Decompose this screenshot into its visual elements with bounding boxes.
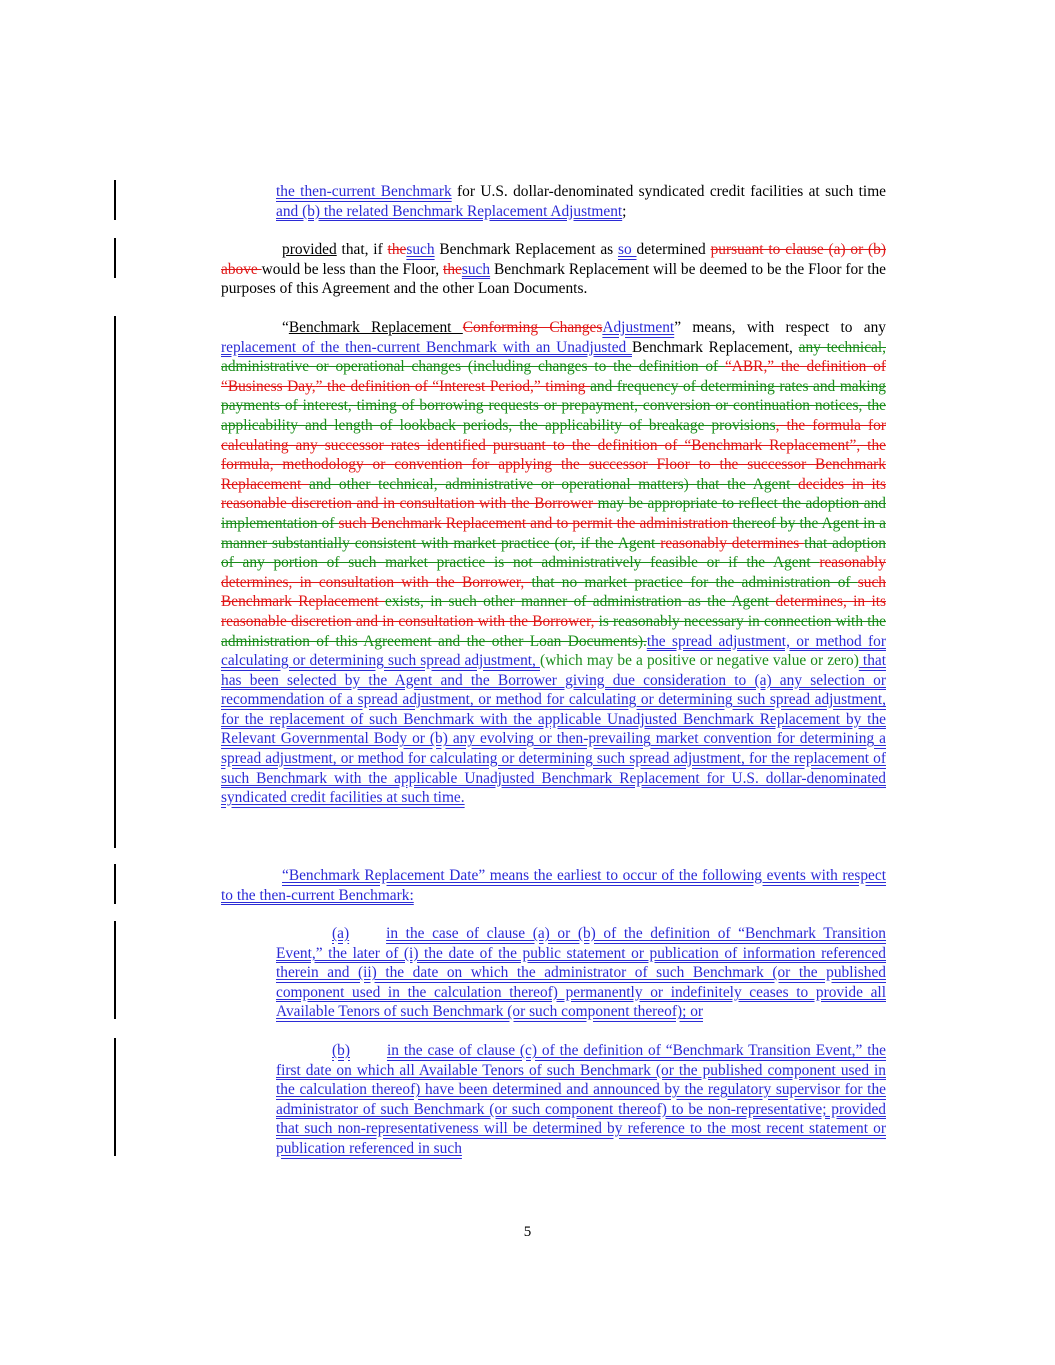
change-bar <box>114 316 116 848</box>
change-bar <box>114 864 116 904</box>
list-item-clause-b: (b) in the case of clause (c) of the definition of “Benchmark Transition Event,” the first date on which all Available Tenors of such Benchmark (or the published component used in the calculation thereof) have been determined and announced by the regulatory supervisor for the administrator of such Benchmark (or such component thereof) to be non-representative; provided that such non-representativeness will be determined by reference to the most recent statement or publication referenced in such <box>276 1042 886 1157</box>
change-bar <box>114 1038 116 1156</box>
list-item-clause-a: (a) in the case of clause (a) or (b) of the definition of “Benchmark Transition Event,” the later of (i) the date of the public statement or publication of information referenced therein and (ii) the date on which the administrator of such Benchmark (or the published component used in the calculation thereof) permanently or indefinitely ceases to provide all Available Tenors of such Benchmark (or such component thereof); or <box>276 925 886 1021</box>
paragraph-provided-floor: provided that, if thesuch Benchmark Replacement as so determined pursuant to clause (a) or (b) above would be less than the Floor, thesuch Benchmark Replacement will be deemed to be the Floor for the purposes of this Agreement and the other Loan Documents. <box>221 241 886 298</box>
paragraph-benchmark-continuation: the then-current Benchmark for U.S. dollar-denominated syndicated credit facilities at such time and (b) the related Benchmark Replacement Adjustment; <box>276 183 886 220</box>
change-bar <box>114 238 116 278</box>
page-number: 5 <box>523 1224 532 1240</box>
change-bar <box>114 921 116 1019</box>
change-bar <box>114 180 116 220</box>
paragraph-benchmark-replacement-date: “Benchmark Replacement Date” means the earliest to occur of the following events with respect to the then-current Benchmark: <box>221 867 886 904</box>
paragraph-benchmark-replacement-adjustment: “Benchmark Replacement Conforming ChangesAdjustment” means, with respect to any replacement of the then-current Benchmark with an Unadjusted Benchmark Replacement, any technical, administrative or operational changes (including changes to the definition of “ABR,” the definition of “Business Day,” the definition of “Interest Period,” timing and frequency of determining rates and making payments of interest, timing of borrowing requests or prepayment, conversion or continuation notices, the applicability and length of lookback periods, the applicability of breakage provisions, the formula for calculating any successor rates identified pursuant to the definition of “Benchmark Replacement”, the formula, methodology or convention for applying the successor Floor to the successor Benchmark Replacement and other technical, administrative or operational matters) that the Agent decides in its reasonable discretion and in consultation with the Borrower may be appropriate to reflect the adoption and implementation of such Benchmark Replacement and to permit the administration thereof by the Agent in a manner substantially consistent with market practice (or, if the Agent reasonably determines that adoption of any portion of such market practice is not administratively feasible or if the Agent reasonably determines, in consultation with the Borrower, that no market practice for the administration of such Benchmark Replacement exists, in such other manner of administration as the Agent determines, in its reasonable discretion and in consultation with the Borrower, is reasonably necessary in connection with the administration of this Agreement and the other Loan Documents).the spread adjustment, or method for calculating or determining such spread adjustment, (which may be a positive or negative value or zero) that has been selected by the Agent and the Borrower giving due consideration to (a) any selection or recommendation of a spread adjustment, or method for calculating or determining such spread adjustment, for the replacement of such Benchmark with the applicable Unadjusted Benchmark Replacement by the Relevant Governmental Body or (b) any evolving or then-prevailing market convention for determining a spread adjustment, or method for calculating or determining such spread adjustment, for the replacement of such Benchmark with the applicable Unadjusted Benchmark Replacement for U.S. dollar-denominated syndicated credit facilities at such time. <box>221 319 887 807</box>
